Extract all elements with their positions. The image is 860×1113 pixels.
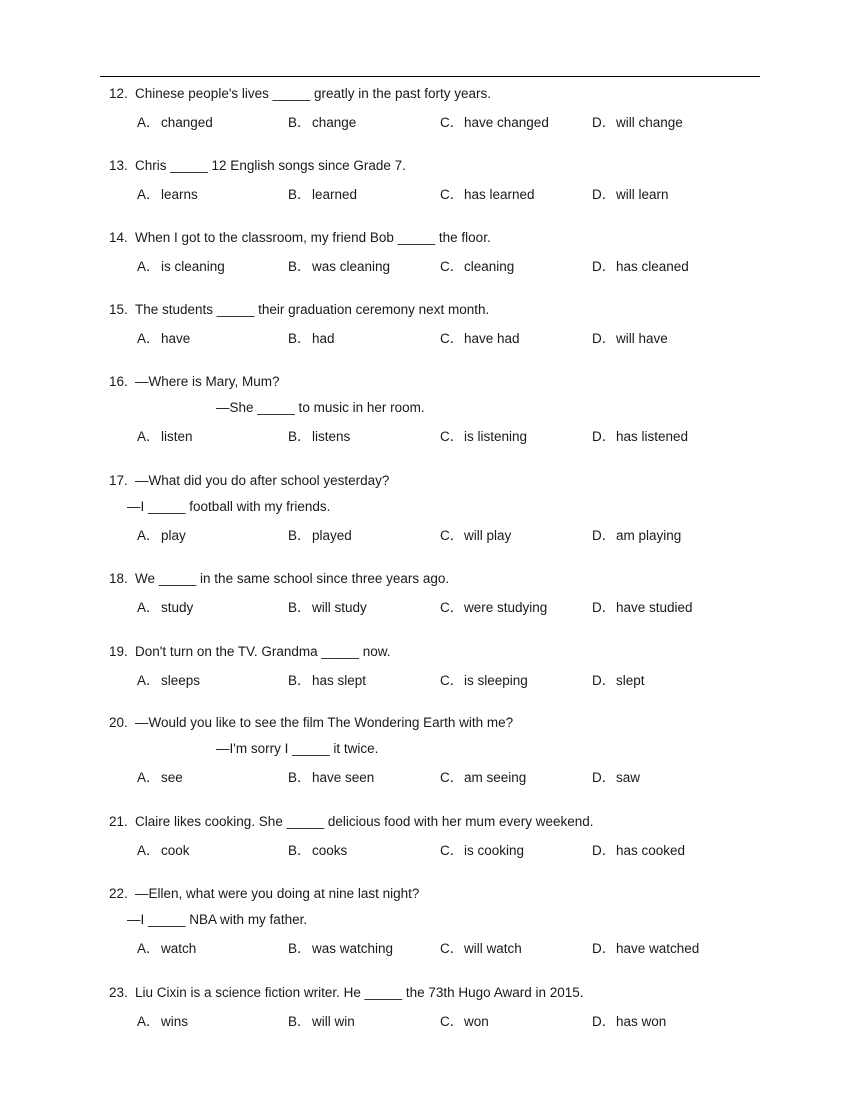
option-letter: B． (288, 528, 311, 543)
option-letter: B． (288, 331, 311, 346)
question-reply: —She _____ to music in her room. (216, 400, 425, 415)
options-row (0, 111, 860, 131)
option-letter: D． (592, 941, 616, 956)
option-text: have had (464, 331, 520, 346)
question-text: —Would you like to see the film The Wondering Earth with me? (135, 715, 514, 730)
question-number: 15. (109, 302, 128, 317)
option-text: play (161, 528, 186, 543)
option-text: changed (161, 115, 213, 130)
option-a[interactable] (137, 766, 183, 786)
option-text: has learned (464, 187, 535, 202)
question-22 (0, 886, 860, 956)
option-b[interactable] (288, 766, 374, 786)
question-text: —Where is Mary, Mum? (135, 374, 280, 389)
option-b[interactable] (288, 425, 350, 445)
option-text: will have (616, 331, 668, 346)
question-text: We _____ in the same school since three years ago. (135, 571, 450, 586)
option-letter: C． (440, 673, 464, 688)
question-stem (109, 158, 406, 173)
option-a[interactable] (137, 669, 200, 689)
option-b[interactable] (288, 1010, 355, 1030)
option-letter: C． (440, 331, 464, 346)
option-c[interactable] (440, 766, 526, 786)
option-letter: A． (137, 843, 160, 858)
question-20 (0, 715, 860, 785)
question-number: 19. (109, 644, 128, 659)
option-text: won (464, 1014, 489, 1029)
option-letter: D． (592, 187, 616, 202)
question-stem (109, 473, 389, 488)
option-b[interactable] (288, 111, 356, 131)
option-text: will study (312, 600, 367, 615)
option-b[interactable] (288, 839, 347, 859)
question-17 (0, 473, 860, 543)
option-letter: B． (288, 259, 311, 274)
option-letter: C． (440, 770, 464, 785)
option-text: wins (161, 1014, 189, 1029)
question-number: 18. (109, 571, 128, 586)
option-d[interactable] (592, 1010, 666, 1030)
question-number: 22. (109, 886, 128, 901)
option-text: change (312, 115, 357, 130)
options-row (0, 766, 860, 786)
option-a[interactable] (137, 937, 196, 957)
option-text: am playing (616, 528, 682, 543)
option-letter: B． (288, 429, 311, 444)
option-text: study (161, 600, 194, 615)
option-letter: A． (137, 600, 160, 615)
option-text: cooks (312, 843, 348, 858)
option-text: was watching (312, 941, 394, 956)
question-number: 14. (109, 230, 128, 245)
option-text: were studying (464, 600, 548, 615)
option-c[interactable] (440, 524, 511, 544)
option-b[interactable] (288, 183, 357, 203)
options-row (0, 669, 860, 689)
option-d[interactable] (592, 839, 685, 859)
option-c[interactable] (440, 839, 524, 859)
question-stem (109, 571, 449, 586)
option-text: has cleaned (616, 259, 689, 274)
question-text: When I got to the classroom, my friend Bob _____ the floor. (135, 230, 491, 245)
options-row (0, 183, 860, 203)
options-row (0, 839, 860, 859)
option-c[interactable] (440, 255, 514, 275)
option-letter: C． (440, 115, 464, 130)
option-text: will win (312, 1014, 355, 1029)
question-number: 20. (109, 715, 128, 730)
question-number: 16. (109, 374, 128, 389)
option-text: is cooking (464, 843, 525, 858)
option-text: will change (616, 115, 683, 130)
question-number: 21. (109, 814, 128, 829)
option-text: was cleaning (312, 259, 391, 274)
option-text: learned (312, 187, 358, 202)
option-a[interactable] (137, 839, 190, 859)
option-b[interactable] (288, 255, 390, 275)
option-a[interactable] (137, 183, 198, 203)
option-d[interactable] (592, 766, 640, 786)
option-d[interactable] (592, 524, 681, 544)
option-text: will learn (616, 187, 669, 202)
options-row (0, 425, 860, 445)
question-stem (109, 86, 491, 101)
question-text: Claire likes cooking. She _____ delicious food with her mum every weekend. (135, 814, 594, 829)
option-b[interactable] (288, 596, 367, 616)
option-letter: A． (137, 1014, 160, 1029)
options-row (0, 596, 860, 616)
option-letter: C． (440, 1014, 464, 1029)
question-18 (0, 571, 860, 631)
option-a[interactable] (137, 111, 213, 131)
question-reply: —I _____ football with my friends. (127, 499, 331, 514)
option-text: will play (464, 528, 512, 543)
option-c[interactable] (440, 327, 520, 347)
question-number: 13. (109, 158, 128, 173)
option-text: have watched (616, 941, 700, 956)
options-row (0, 255, 860, 275)
option-letter: D． (592, 429, 616, 444)
option-text: have (161, 331, 191, 346)
option-text: cook (161, 843, 190, 858)
option-letter: B． (288, 843, 311, 858)
question-number: 12. (109, 86, 128, 101)
question-text: —Ellen, what were you doing at nine last night? (135, 886, 420, 901)
option-c[interactable] (440, 1010, 489, 1030)
option-text: cleaning (464, 259, 515, 274)
option-letter: C． (440, 187, 464, 202)
option-letter: D． (592, 115, 616, 130)
option-b[interactable] (288, 524, 352, 544)
question-reply: —I _____ NBA with my father. (127, 912, 308, 927)
option-letter: A． (137, 528, 160, 543)
option-letter: A． (137, 187, 160, 202)
option-a[interactable] (137, 255, 225, 275)
question-text: Chris _____ 12 English songs since Grade 7. (135, 158, 406, 173)
option-a[interactable] (137, 327, 190, 347)
option-letter: B． (288, 941, 311, 956)
options-row (0, 937, 860, 957)
option-letter: C． (440, 941, 464, 956)
option-text: had (312, 331, 335, 346)
option-letter: A． (137, 673, 160, 688)
option-text: is cleaning (161, 259, 225, 274)
option-c[interactable] (440, 425, 527, 445)
option-letter: D． (592, 600, 616, 615)
header-rule (100, 76, 760, 77)
option-d[interactable] (592, 183, 669, 203)
option-letter: B． (288, 187, 311, 202)
option-c[interactable] (440, 937, 522, 957)
question-15 (0, 302, 860, 362)
option-letter: D． (592, 843, 616, 858)
question-text: The students _____ their graduation ceremony next month. (135, 302, 490, 317)
option-text: has slept (312, 673, 367, 688)
option-text: has cooked (616, 843, 686, 858)
option-text: have studied (616, 600, 693, 615)
option-text: will watch (464, 941, 522, 956)
question-text: Liu Cixin is a science fiction writer. He _____ the 73th Hugo Award in 2015. (135, 985, 584, 1000)
option-text: listen (161, 429, 193, 444)
option-letter: A． (137, 429, 160, 444)
option-letter: B． (288, 673, 311, 688)
question-stem (109, 644, 391, 659)
option-d[interactable] (592, 111, 683, 131)
question-number: 17. (109, 473, 128, 488)
option-a[interactable] (137, 524, 186, 544)
question-stem (109, 715, 513, 730)
question-23 (0, 985, 860, 1045)
option-text: watch (161, 941, 197, 956)
option-letter: C． (440, 429, 464, 444)
option-letter: D． (592, 1014, 616, 1029)
question-stem (109, 302, 489, 317)
option-d[interactable] (592, 425, 688, 445)
options-row (0, 1010, 860, 1030)
question-13 (0, 158, 860, 218)
question-16 (0, 374, 860, 444)
question-reply: —I'm sorry I _____ it twice. (216, 741, 379, 756)
option-letter: D． (592, 331, 616, 346)
option-text: slept (616, 673, 645, 688)
option-letter: D． (592, 770, 616, 785)
question-text: Chinese people's lives _____ greatly in the past forty years. (135, 86, 492, 101)
option-letter: A． (137, 259, 160, 274)
question-19 (0, 644, 860, 704)
option-a[interactable] (137, 1010, 188, 1030)
option-a[interactable] (137, 596, 193, 616)
option-b[interactable] (288, 937, 393, 957)
option-letter: C． (440, 528, 464, 543)
option-letter: B． (288, 770, 311, 785)
option-text: listens (312, 429, 351, 444)
option-text: is sleeping (464, 673, 528, 688)
option-d[interactable] (592, 937, 699, 957)
option-c[interactable] (440, 596, 547, 616)
question-stem (109, 374, 280, 389)
option-letter: B． (288, 115, 311, 130)
option-letter: A． (137, 115, 160, 130)
option-b[interactable] (288, 669, 366, 689)
option-letter: A． (137, 770, 160, 785)
option-text: saw (616, 770, 641, 785)
option-d[interactable] (592, 669, 645, 689)
option-b[interactable] (288, 327, 335, 347)
option-a[interactable] (137, 425, 193, 445)
option-letter: D． (592, 673, 616, 688)
option-c[interactable] (440, 669, 528, 689)
option-text: is listening (464, 429, 528, 444)
question-stem (109, 814, 594, 829)
question-12 (0, 86, 860, 146)
options-row (0, 327, 860, 347)
question-stem (109, 886, 419, 901)
option-text: has won (616, 1014, 667, 1029)
option-c[interactable] (440, 111, 549, 131)
option-letter: B． (288, 1014, 311, 1029)
question-21 (0, 814, 860, 874)
question-stem (109, 985, 584, 1000)
option-letter: C． (440, 259, 464, 274)
question-number: 23. (109, 985, 128, 1000)
option-text: am seeing (464, 770, 527, 785)
question-text: Don't turn on the TV. Grandma _____ now. (135, 644, 391, 659)
option-text: see (161, 770, 183, 785)
question-text: —What did you do after school yesterday? (135, 473, 390, 488)
option-text: have seen (312, 770, 375, 785)
option-d[interactable] (592, 596, 693, 616)
option-letter: A． (137, 941, 160, 956)
option-letter: C． (440, 843, 464, 858)
option-letter: D． (592, 528, 616, 543)
option-text: played (312, 528, 352, 543)
option-c[interactable] (440, 183, 535, 203)
option-letter: A． (137, 331, 160, 346)
option-text: learns (161, 187, 198, 202)
question-14 (0, 230, 860, 290)
option-text: have changed (464, 115, 549, 130)
option-text: has listened (616, 429, 689, 444)
option-d[interactable] (592, 255, 689, 275)
option-text: sleeps (161, 673, 201, 688)
options-row (0, 524, 860, 544)
option-letter: B． (288, 600, 311, 615)
option-letter: C． (440, 600, 464, 615)
question-stem (109, 230, 491, 245)
option-letter: D． (592, 259, 616, 274)
option-d[interactable] (592, 327, 668, 347)
